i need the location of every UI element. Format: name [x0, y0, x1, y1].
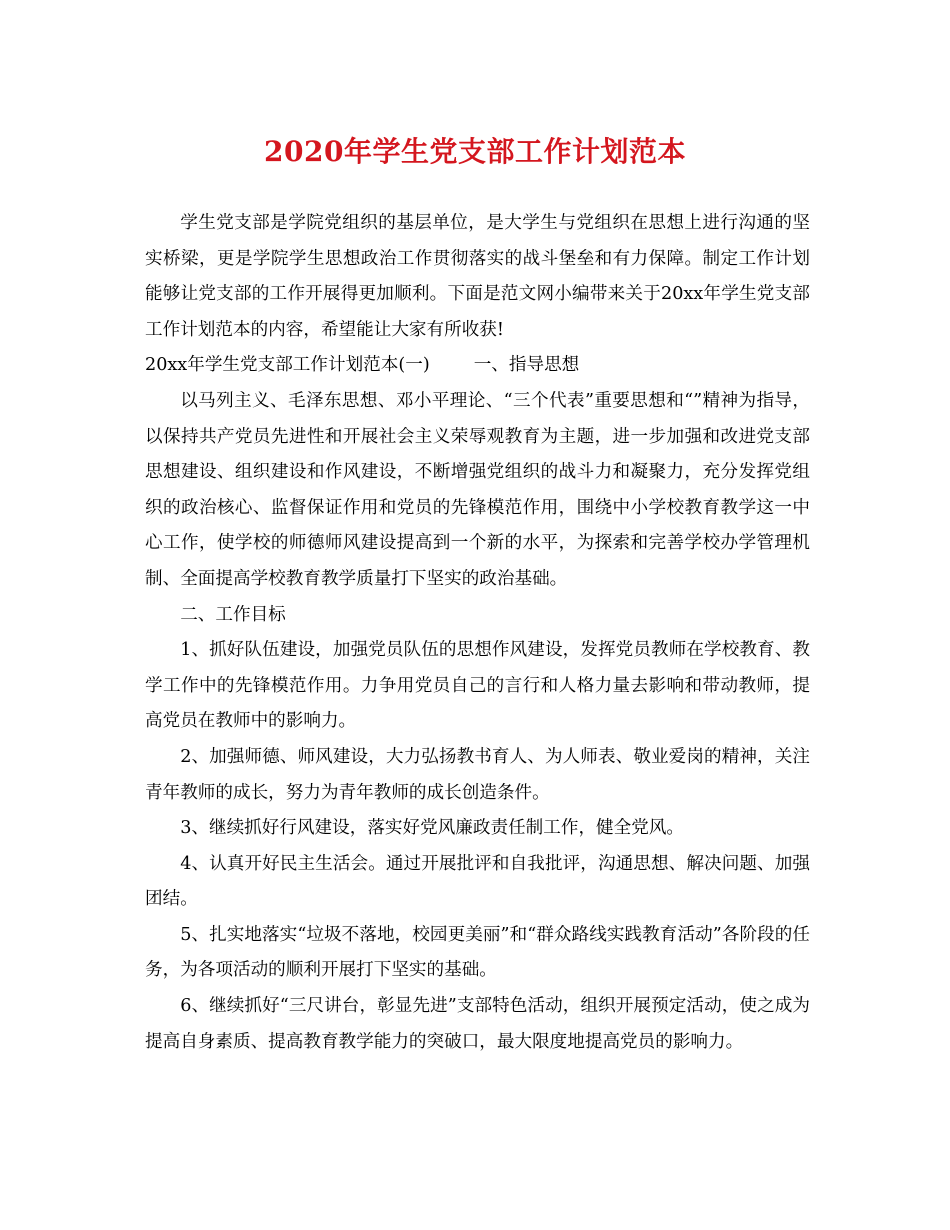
goal-item: 5、扎实地落实“垃圾不落地，校园更美丽”和“群众路线实践教育活动”各阶段的任务，为各项活动的顺利开展打下坚实的基础。: [145, 924, 810, 981]
guiding-paragraph: 以马列主义、毛泽东思想、邓小平理论、“三个代表”重要思想和“”精神为指导，以保持共产党员先进性和开展社会主义荣辱观教育为主题，进一步加强和改进党支部思想建设、组织建设和作风建设，不断增强党组织的战斗力和凝聚力，充分发挥党组织的政治核心、监督保证作用和党员的先锋模范作用，围绕中小学校教育教学这一中心工作，使学校的师德师风建设提高到一个新的水平，为探索和完善学校办学管理机制、全面提高学校教育教学质量打下坚实的政治基础。: [145, 390, 810, 589]
section-heading: 20xx年学生党支部工作计划范本(一): [145, 355, 430, 376]
document-body: [145, 206, 810, 1060]
subheading-guiding-thought: 一、指导思想: [473, 355, 580, 376]
intro-paragraph: 学生党支部是学院党组织的基层单位，是大学生与党组织在思想上进行沟通的坚实桥梁，更是学院学生思想政治工作贯彻落实的战斗堡垒和有力保障。制定工作计划能够让党支部的工作开展得更加顺利。下面是范文网小编带来关于20xx年学生党支部工作计划范本的内容，希望能让大家有所收获!: [145, 213, 810, 340]
goal-item: 2、加强师德、师风建设，大力弘扬教书育人、为人师表、敬业爱岗的精神，关注青年教师的成长，努力为青年教师的成长创造条件。: [145, 746, 810, 803]
subheading-work-goals: 二、工作目标: [180, 604, 286, 625]
goal-item: 3、继续抓好行风建设，落实好党风廉政责任制工作，健全党风。: [180, 818, 685, 839]
goal-item: 6、继续抓好“三尺讲台，彰显先进”支部特色活动，组织开展预定活动，使之成为提高自身素质、提高教育教学能力的突破口，最大限度地提高党员的影响力。: [145, 996, 810, 1052]
goal-item: 1、抓好队伍建设，加强党员队伍的思想作风建设，发挥党员教师在学校教育、教学工作中的先锋模范作用。力争用党员自己的言行和人格力量去影响和带动教师，提高党员在教师中的影响力。: [145, 640, 810, 732]
document-title: 2020年学生党支部工作计划范本: [264, 135, 686, 168]
goal-item: 4、认真开好民主生活会。通过开展批评和自我批评，沟通思想、解决问题、加强团结。: [145, 853, 810, 910]
section-heading-line: [145, 348, 810, 384]
